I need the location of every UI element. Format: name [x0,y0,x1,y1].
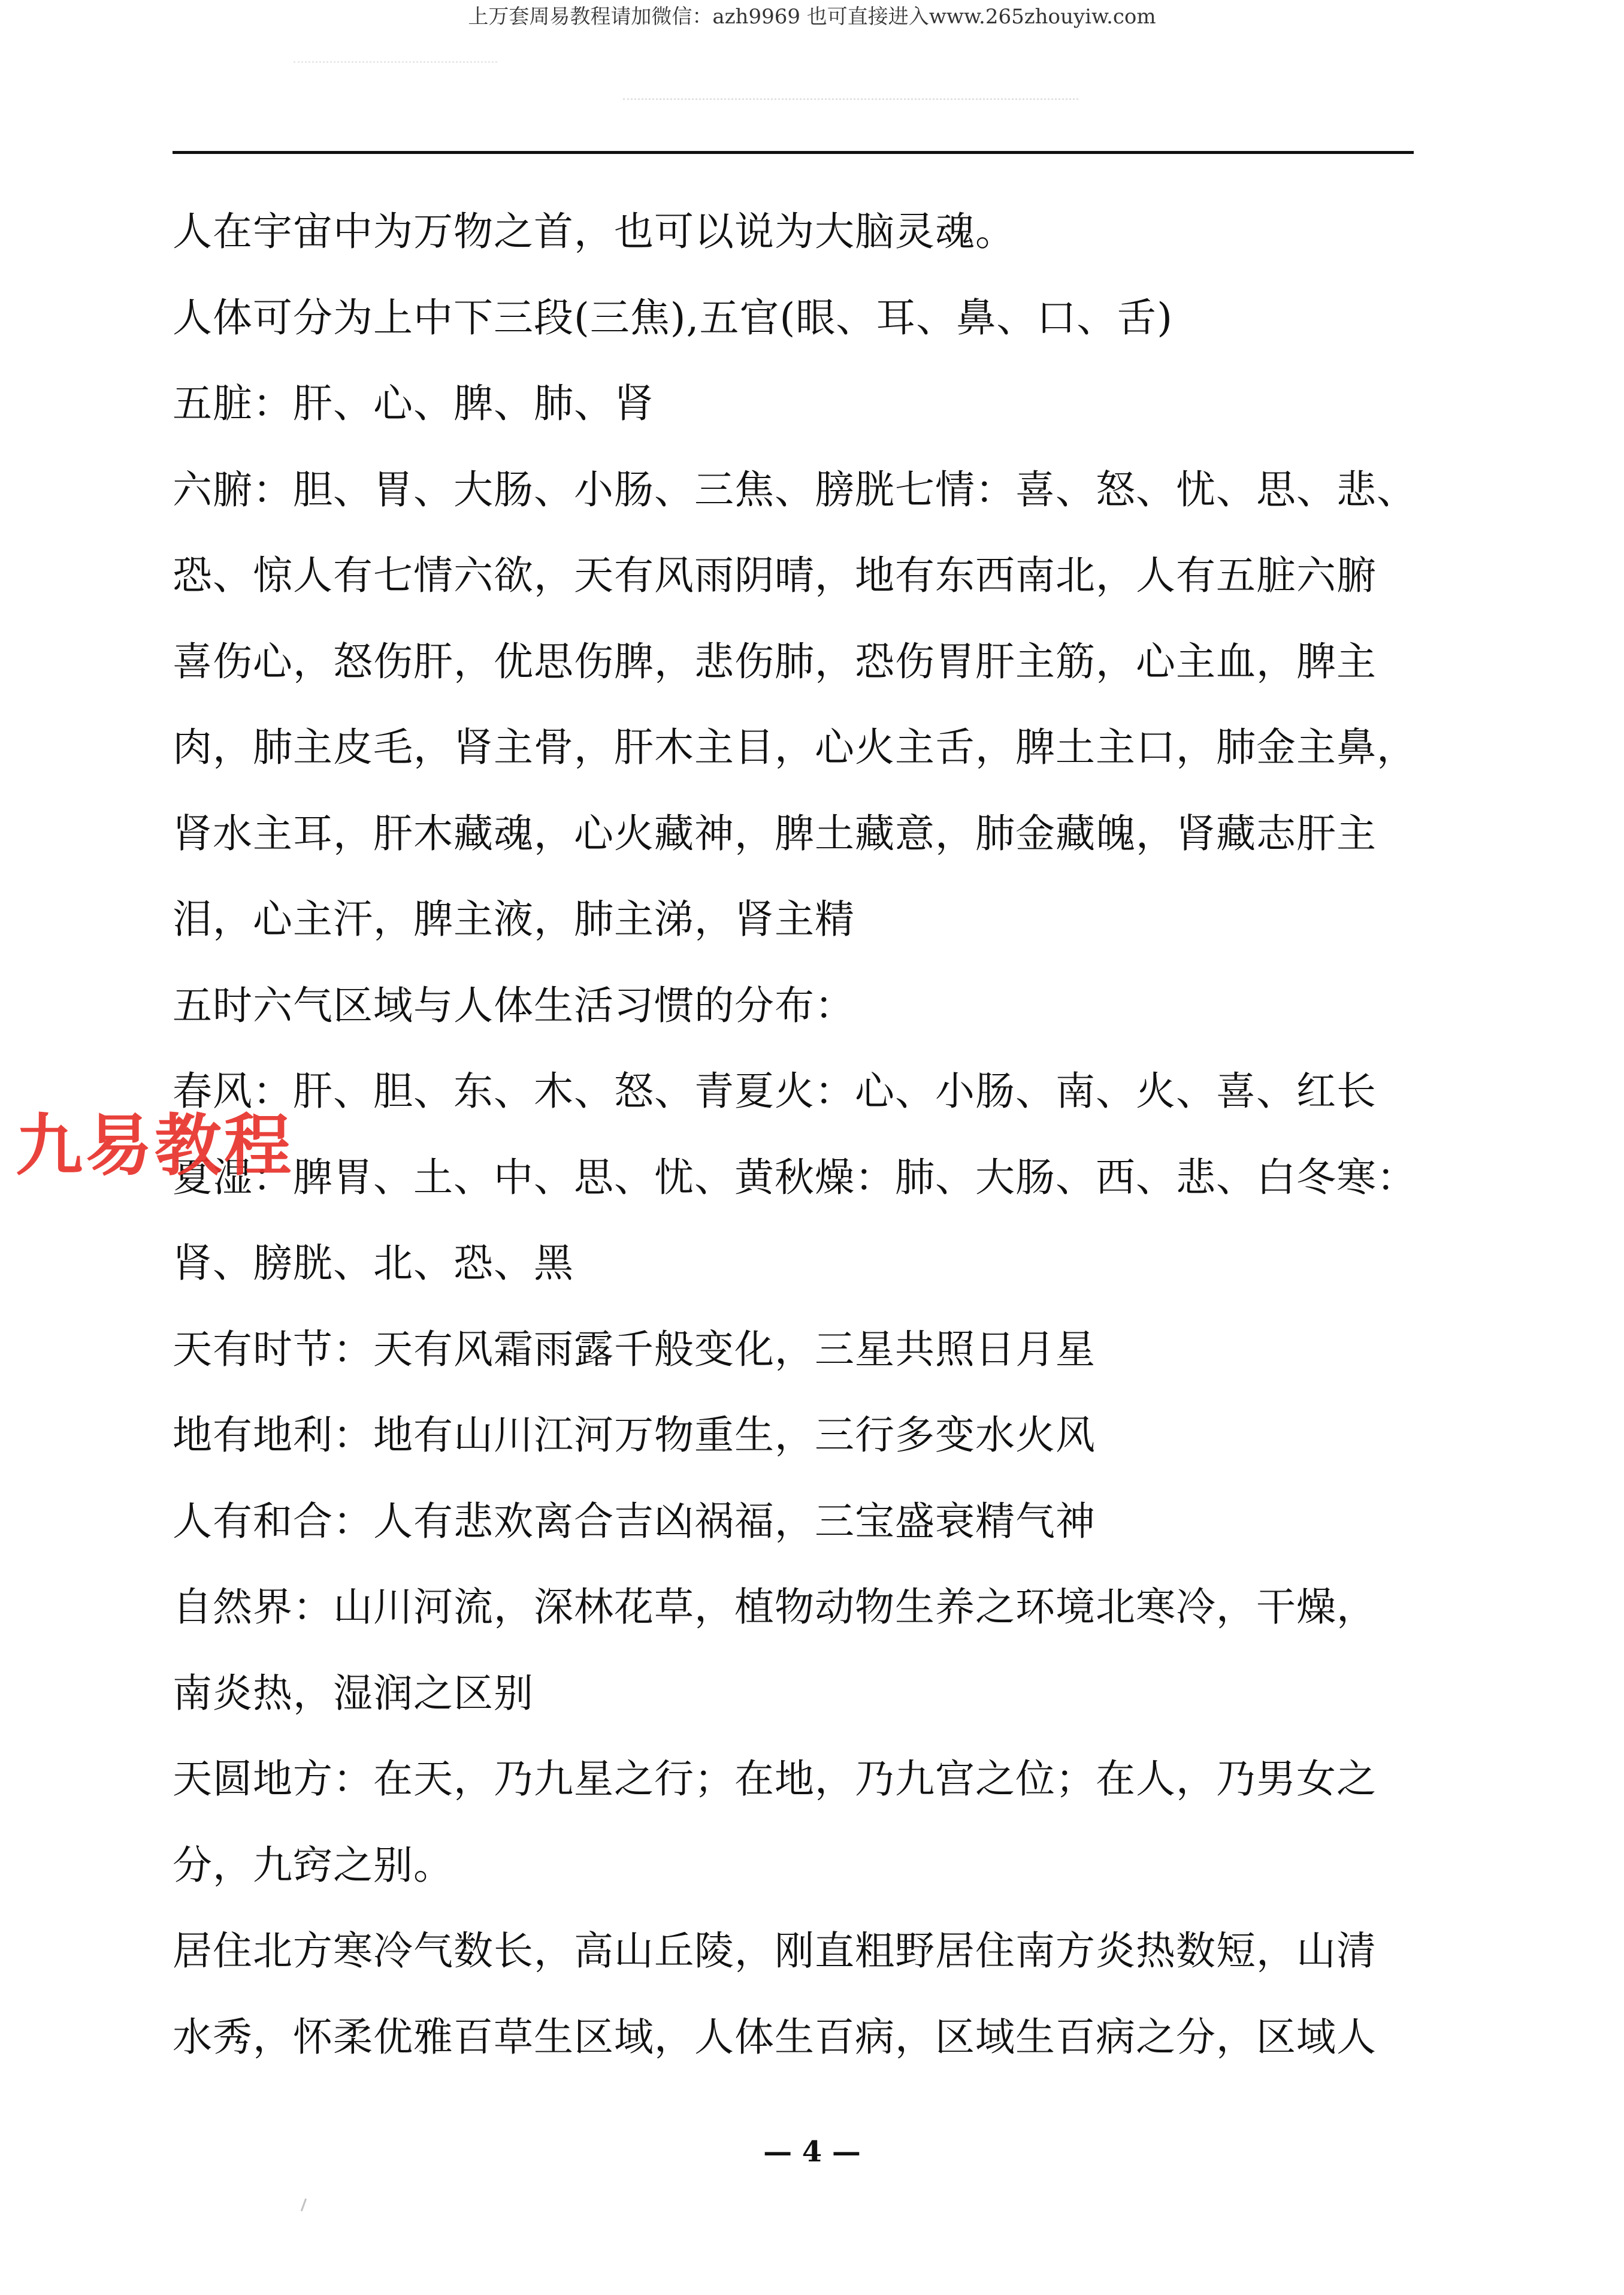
text-line: 肉，肺主皮毛，肾主骨，肝木主目，心火主舌，脾土主口，肺金主鼻， [173,724,1417,770]
text-line: 人体可分为上中下三段(三焦),五官(眼、耳、鼻、口、舌) [173,294,1173,341]
text-line: 泪，心主汗，脾主液，肺主涕，肾主精 [173,896,855,942]
text-line: 南炎热，湿润之区别 [173,1670,534,1716]
text-line: 肾水主耳，肝木藏魂，心火藏神，脾土藏意，肺金藏魄，肾藏志肝主 [173,810,1377,857]
watermark-logo: 九易教程 [16,1107,294,1185]
text-line: 恐、惊人有七情六欲，天有风雨阴晴，地有东西南北，人有五脏六腑 [173,552,1377,598]
document-body [173,189,1419,2080]
text-line: 肾、膀胱、北、恐、黑 [173,1240,574,1286]
header-rule [173,151,1414,154]
text-line: 天圆地方：在天，乃九星之行；在地，乃九宫之位；在人，乃男女之 [173,1756,1377,1802]
text-line: 人有和合：人有悲欢离合吉凶祸福，三宝盛衰精气神 [173,1498,1096,1544]
text-line: 地有地利：地有山川江河万物重生，三行多变水火风 [173,1412,1096,1458]
text-line: 喜伤心，怒伤肝，优思伤脾，悲伤肺，恐伤胃肝主筋，心主血，脾主 [173,638,1377,685]
text-line: 分，九窍之别。 [173,1842,453,1888]
header-banner: 上万套周易教程请加微信：azh9969 也可直接进入www.265zhouyiw.com [468,5,1156,29]
text-line: 居住北方寒冷气数长，高山丘陵，刚直粗野居住南方炎热数短，山清 [173,1928,1377,1974]
scan-artifact [623,90,1078,100]
text-line: 春风：肝、胆、东、木、怒、青夏火：心、小肠、南、火、喜、红长 [173,1068,1377,1114]
text-line: 人在宇宙中为万物之首，也可以说为大脑灵魂。 [173,208,1015,255]
text-line: 水秀，怀柔优雅百草生区域，人体生百病，区域生百病之分，区域人 [173,2013,1377,2060]
text-line: 自然界：山川河流，深林花草，植物动物生养之环境北寒冷，干燥， [173,1584,1377,1630]
page-number: — 4 — [763,2135,861,2169]
scan-artifact [301,2199,314,2214]
text-line: 夏湿：脾胃、土、中、思、忧、黄秋燥：肺、大肠、西、悲、白冬寒： [173,1154,1417,1201]
text-line: 天有时节：天有风霜雨露千般变化，三星共照日月星 [173,1326,1096,1372]
scan-artifact [294,55,497,63]
text-line: 五脏：肝、心、脾、肺、肾 [173,380,654,427]
text-line: 五时六气区域与人体生活习惯的分布： [173,982,855,1029]
text-line: 六腑：胆、胃、大肠、小肠、三焦、膀胱七情：喜、怒、忧、思、悲、 [173,466,1417,513]
